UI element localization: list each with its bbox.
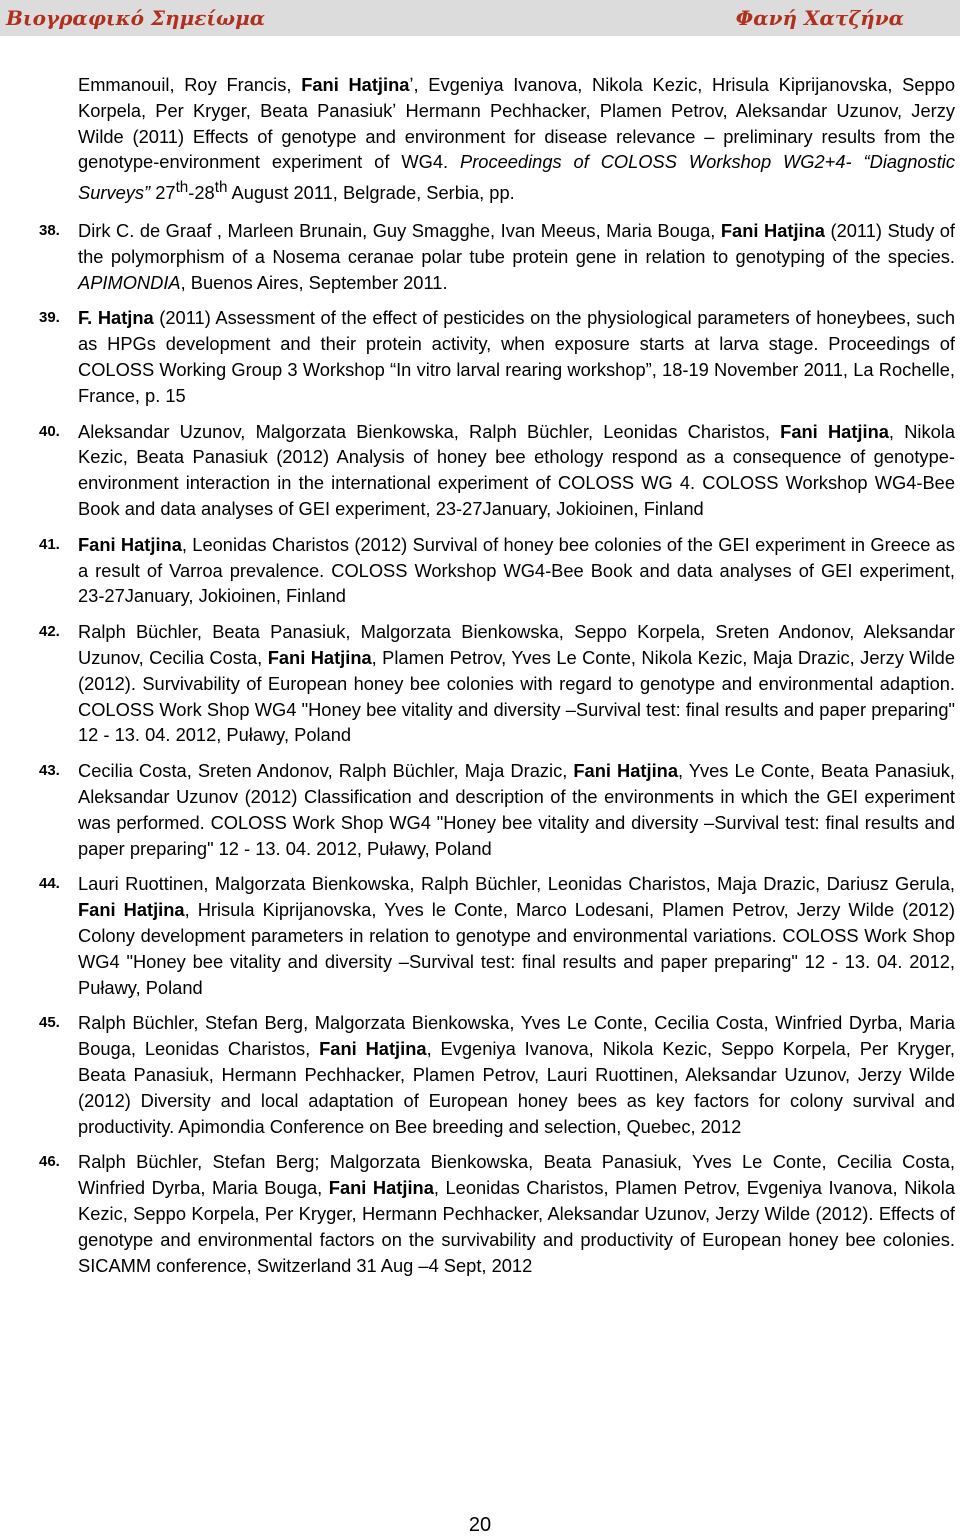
- entry-authors: Dirk C. de Graaf , Marleen Brunain, Guy Smagghe, Ivan Meeus, Maria Bouga,: [78, 220, 721, 242]
- header-title-right: Φανή Χατζήνα: [735, 6, 904, 30]
- entry-highlight-author: Fani Hatjina: [301, 74, 410, 95]
- entry-highlight-author: Fani Hatjina: [78, 899, 185, 921]
- entry-highlight-author: Fani Hatjina: [267, 647, 372, 669]
- entry-highlight-author: F. Hatjna: [78, 307, 154, 329]
- entry-number: 42.: [39, 623, 60, 641]
- entry-authors: Cecilia Costa, Sreten Andonov, Ralph Büchler, Maja Drazic,: [78, 760, 574, 782]
- publication-entry: [39, 871, 956, 1000]
- entry-text: , Hrisula Kiprijanovska, Yves le Conte, Marco Lodesani, Plamen Petrov, Jerzy Wilde (2012) Colony development parameters in relation to genotype and environmental variations. COLOSS Work Shop WG4 "Honey bee vitality and diversity –Survival test: final results and paper preparing" 12 - 13. 04. 2012, Puławy, Poland: [78, 899, 956, 998]
- document-header: [0, 0, 960, 36]
- entry-authors: Ralph Büchler, Stefan Berg, Malgorzata Bienkowska, Yves Le Conte, Cecilia Costa, Winfried Dyrba, Maria Bouga, Leonidas Charistos,: [78, 1012, 955, 1060]
- entry-authors: Emmanouil, Roy Francis,: [78, 74, 302, 95]
- entry-text: August 2011, Belgrade, Serbia, pp.: [227, 182, 515, 204]
- entry-venue: Proceedings of COLOSS Workshop WG2+4- “Diagnostic Surveys”: [78, 151, 955, 204]
- entry-number: 41.: [39, 535, 60, 553]
- entry-text: , Plamen Petrov, Yves Le Conte, Nikola Kezic, Maja Drazic, Jerzy Wilde (2012). Survivability of European honey bee colonies with regard to genotype and environmental adaption. COLOSS Work Shop WG4 "Honey bee vitality and diversity –Survival test: final results and paper preparing" 12 - 13. 04. 2012, Puławy, Poland: [78, 647, 955, 746]
- page-number: 20: [468, 1514, 492, 1536]
- publication-list: [39, 72, 956, 1288]
- entry-text: , Leonidas Charistos, Plamen Petrov, Evgeniya Ivanova, Nikola Kezic, Seppo Korpela, Per Kryger, Hermann Pechhacker, Aleksandar Uzunov, Jerzy Wilde (2012). Effects of genotype and environmental factors on the survivability and productivity of European honey bee colonies. SICAMM conference, Switzerland 31 Aug –4 Sept, 2012: [78, 1177, 955, 1276]
- publication-entry: [39, 305, 955, 408]
- publication-entry: [39, 218, 956, 295]
- entry-highlight-author: Fani Hatjina: [328, 1177, 434, 1199]
- entry-superscript: th: [175, 179, 189, 197]
- entry-text: , Evgeniya Ivanova, Nikola Kezic, Seppo Korpela, Per Kryger, Beata Panasiuk, Hermann Pechhacker, Plamen Petrov, Lauri Ruottinen, Aleksandar Uzunov, Jerzy Wilde (2012) Diversity and local adaptation of European honey bees as key factors for colony survival and productivity. Apimondia Conference on Bee breeding and selection, Quebec, 2012: [78, 1038, 955, 1137]
- header-title-left: Βιογραφικό Σημείωμα: [6, 6, 266, 30]
- entry-authors: Ralph Büchler, Beata Panasiuk, Malgorzata Bienkowska, Seppo Korpela, Sreten Andonov, Aleksandar Uzunov, Cecilia Costa,: [78, 621, 955, 669]
- entry-number: 45.: [39, 1014, 60, 1032]
- publication-entry: [39, 1149, 955, 1278]
- publication-entry: [39, 1010, 955, 1139]
- entry-highlight-author: Fani Hatjina: [78, 533, 182, 555]
- entry-text: , Yves Le Conte, Beata Panasiuk, Aleksandar Uzunov (2012) Classification and description of the environments in which the GEI experiment was performed. COLOSS Work Shop WG4 "Honey bee vitality and diversity –Survival test: final results and paper preparing" 12 - 13. 04. 2012, Puławy, Poland: [78, 760, 955, 859]
- entry-highlight-author: Fani Hatjina: [720, 220, 825, 242]
- entry-number: 43.: [39, 762, 60, 780]
- entry-authors: Lauri Ruottinen, Malgorzata Bienkowska, Ralph Büchler, Leonidas Charistos, Maja Drazic, Dariusz Gerula,: [78, 873, 955, 895]
- entry-text: , Leonidas Charistos (2012) Survival of honey bee colonies of the GEI experiment in Greece as a result of Varroa prevalence. COLOSS Workshop WG4-Bee Book and data analyses of GEI experiment, 23-27January, Jokioinen, Finland: [78, 533, 956, 607]
- entry-text: 27: [150, 182, 176, 204]
- entry-highlight-author: Fani Hatjina: [780, 420, 889, 442]
- entry-text: , Buenos Aires, September 2011.: [180, 271, 448, 293]
- entry-number: 39.: [39, 309, 60, 327]
- entry-number: 44.: [39, 875, 60, 893]
- entry-number: 38.: [39, 222, 60, 240]
- entry-authors: Aleksandar Uzunov, Malgorzata Bienkowska, Ralph Büchler, Leonidas Charistos,: [78, 420, 781, 442]
- publication-entry: [39, 532, 956, 609]
- entry-text: (2011) Assessment of the effect of pesticides on the physiological parameters of honeybees, such as HPGs development and their protein activity, when exposure starts at larva stage. Proceedings of COLOSS Working Group 3 Workshop “In vitro larval rearing workshop”, 18-19 November 2011, La Rochelle, France, p. 15: [78, 307, 955, 406]
- entry-superscript: th: [214, 179, 228, 197]
- publication-entry: [39, 619, 955, 748]
- entry-text: (2011) Study of the polymorphism of a Nosema ceranae polar tube protein gene in relation to genotyping of the species.: [78, 220, 956, 267]
- entry-venue: APIMONDIA: [78, 271, 181, 293]
- entry-text: -28: [188, 182, 215, 204]
- publication-entry: [39, 419, 955, 522]
- publication-entry: [39, 758, 955, 861]
- entry-text: , Nikola Kezic, Beata Panasiuk (2012) Analysis of honey bee ethology respond as a consequence of genotype-environment interaction in the international experiment of COLOSS WG 4. COLOSS Workshop WG4-Bee Book and data analyses of GEI experiment, 23-27January, Jokioinen, Finland: [78, 420, 955, 520]
- entry-highlight-author: Fani Hatjina: [319, 1038, 427, 1060]
- entry-number: 46.: [39, 1153, 60, 1171]
- entry-number: 40.: [39, 422, 60, 440]
- entry-text: ʼ, Evgeniya Ivanova, Nikola Kezic, Hrisula Kiprijanovska, Seppo Korpela, Per Kryger, Beata Panasiukʼ Hermann Pechhacker, Plamen Petrov, Aleksandar Uzunov, Jerzy Wilde (2011) Effects of genotype and environment for disease relevance – preliminary results from the genotype-environment experiment of WG4.: [78, 74, 956, 173]
- publication-entry: [78, 72, 955, 206]
- entry-highlight-author: Fani Hatjina: [573, 760, 678, 782]
- entry-authors: Ralph Büchler, Stefan Berg; Malgorzata Bienkowska, Beata Panasiuk, Yves Le Conte, Cecilia Costa, Winfried Dyrba, Maria Bouga,: [78, 1151, 955, 1199]
